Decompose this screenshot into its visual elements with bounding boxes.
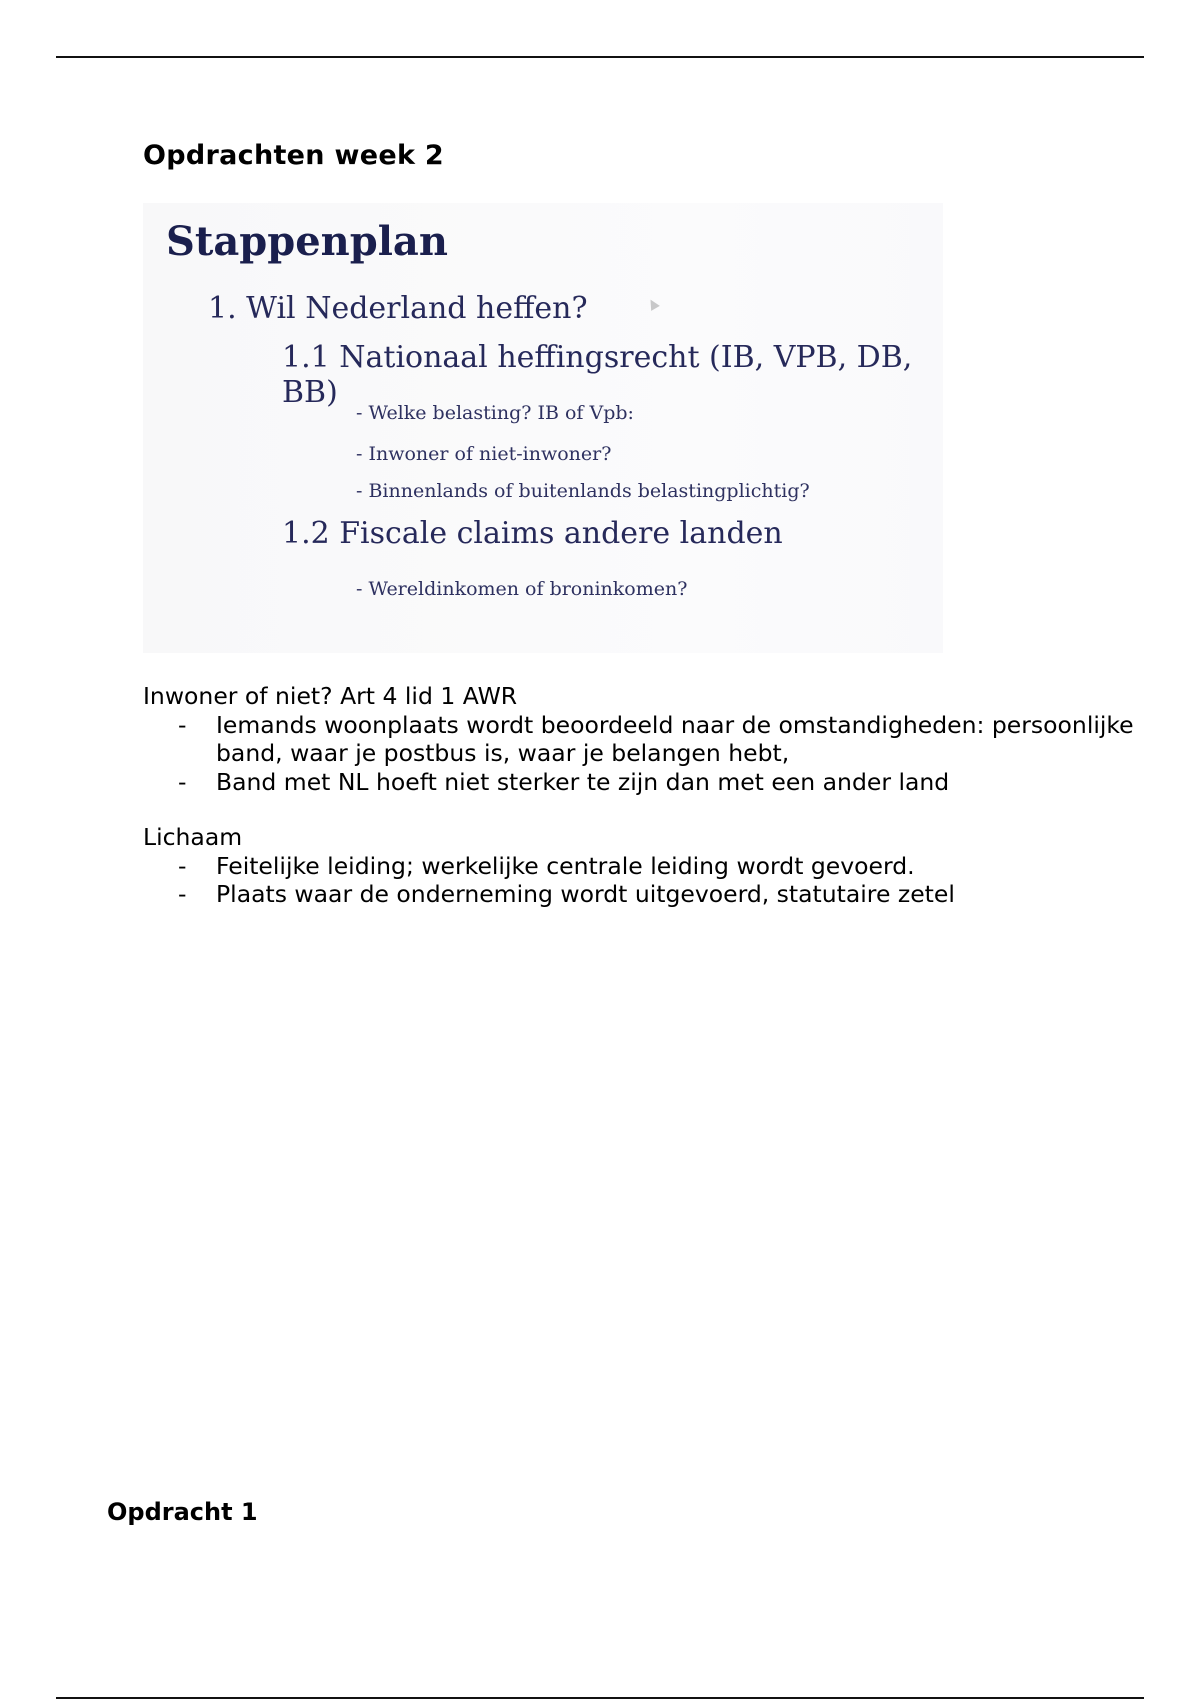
- slide-point: - Wereldinkomen of broninkomen?: [356, 578, 688, 600]
- slide-point: - Welke belasting? IB of Vpb:: [356, 402, 634, 424]
- dash-bullet: -: [178, 710, 187, 739]
- slide-substep-1-1: 1.1 Nationaal heffingsrecht (IB, VPB, DB, BB): [282, 340, 913, 410]
- assignment-title: Opdracht 1: [107, 1498, 258, 1526]
- header-rule: [56, 56, 1144, 58]
- slide-substep-1-2: 1.2 Fiscale claims andere landen: [282, 516, 783, 551]
- list-item: [143, 852, 955, 881]
- notes-section-inwoner: [143, 682, 1200, 796]
- list-item-text: Iemands woonplaats wordt beoordeeld naar de omstandigheden: persoonlijke band, waar je postbus is, waar je belangen hebt,: [216, 710, 1134, 767]
- dash-bullet: -: [178, 880, 187, 908]
- section-heading: Lichaam: [143, 823, 243, 851]
- dash-bullet: -: [178, 767, 187, 796]
- bullet-list: [143, 852, 955, 909]
- list-item-text: Feitelijke leiding; werkelijke centrale leiding wordt gevoerd.: [216, 851, 915, 880]
- section-heading: Inwoner of niet? Art 4 lid 1 AWR: [143, 682, 518, 710]
- slide-point: - Binnenlands of buitenlands belastingplichtig?: [356, 480, 810, 502]
- notes-section-lichaam: [143, 823, 955, 909]
- footer-rule: [56, 1697, 1144, 1699]
- slide-image: [143, 203, 943, 653]
- list-item-text: Band met NL hoeft niet sterker te zijn dan met een ander land: [216, 767, 950, 796]
- page-title: Opdrachten week 2: [143, 140, 445, 171]
- dash-bullet: -: [178, 851, 187, 880]
- slide-step-1: 1. Wil Nederland heffen?: [208, 291, 588, 326]
- mouse-cursor-icon: [646, 297, 660, 311]
- slide-point: - Inwoner of niet-inwoner?: [356, 443, 612, 465]
- list-item: [143, 880, 955, 909]
- slide-title: Stappenplan: [166, 218, 448, 265]
- list-item: [143, 768, 1200, 797]
- bullet-list: [143, 711, 1200, 797]
- list-item: [143, 711, 1200, 768]
- list-item-text: Plaats waar de onderneming wordt uitgevoerd, statutaire zetel: [216, 880, 955, 908]
